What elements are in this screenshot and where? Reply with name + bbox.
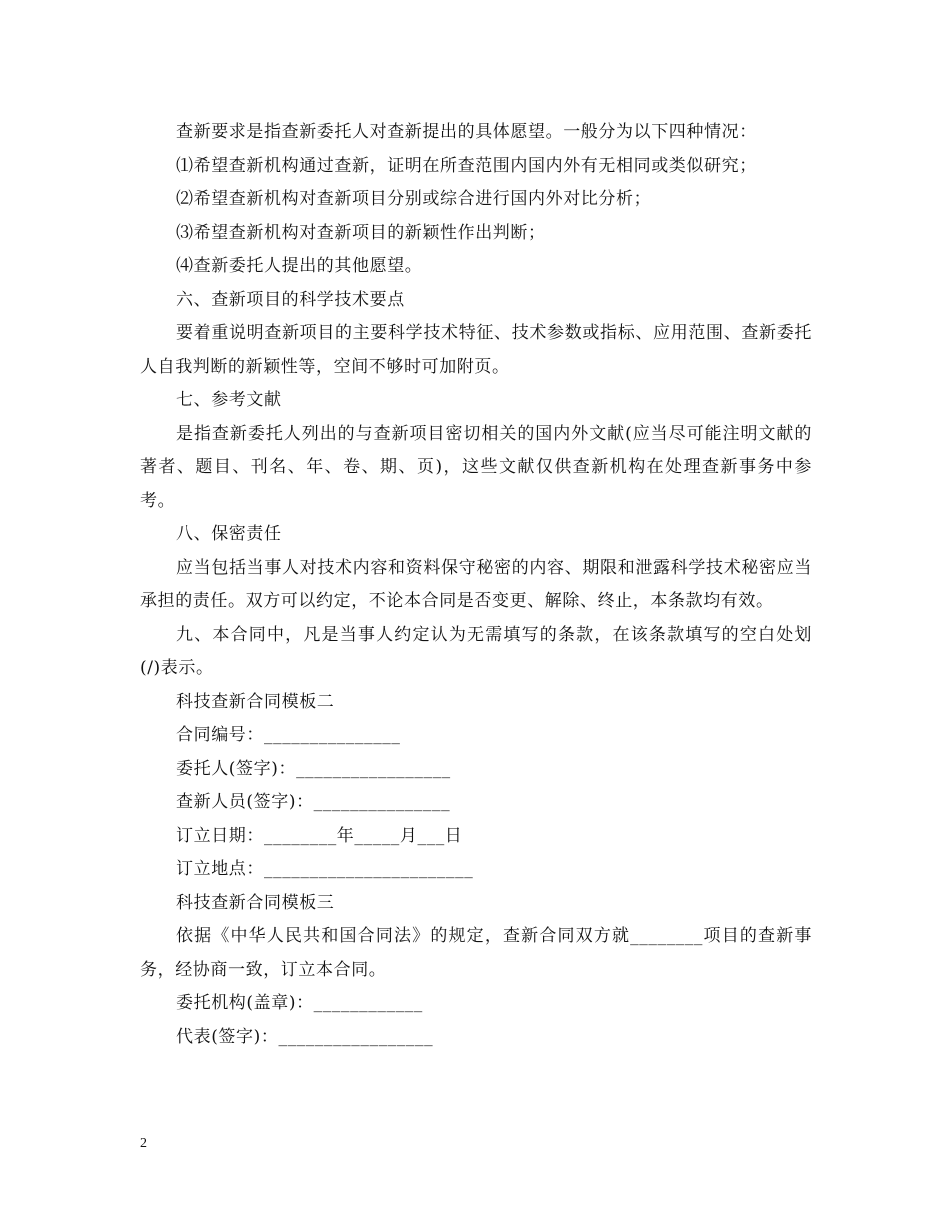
paragraph-confidentiality: 应当包括当事人对技术内容和资料保守秘密的内容、期限和泄露科学技术秘密应当承担的责任。双方可以约定，不论本合同是否变更、解除、终止，本条款均有效。 [140,557,812,611]
paragraph-requirement-3: ⑶希望查新机构对查新项目的新颖性作出判断； [176,222,546,243]
paragraph-contract-basis: 依据《中华人民共和国合同法》的规定，查新合同双方就________项目的查新事务，经协商一致，订立本合同。 [140,926,812,980]
signing-date-field: 订立日期：________年_____月___日 [176,825,463,846]
signing-place-field: 订立地点：_______________________ [176,859,474,879]
paragraph-requirement-2: ⑵希望查新机构对查新项目分别或综合进行国内外对比分析； [176,189,652,209]
paragraph-requirement-4: ⑷查新委托人提出的其他愿望。 [176,256,423,276]
client-organization-seal-field: 委托机构(盖章)：____________ [176,993,423,1013]
page-number: 2 [140,1136,147,1151]
section-heading-technical-points: 六、查新项目的科学技术要点 [176,289,405,310]
paragraph-requirements-intro: 查新要求是指查新委托人对查新提出的具体愿望。一般分为以下四种情况： [176,122,757,142]
client-signature-field: 委托人(签字)：_________________ [176,758,451,779]
paragraph-technical-points: 要着重说明查新项目的主要科学技术特征、技术参数或指标、应用范围、查新委托人自我判断的新颖性等，空间不够时可加附页。 [140,323,812,377]
representative-signature-field: 代表(签字)：_________________ [176,1026,434,1047]
template-three-title: 科技查新合同模板三 [176,892,335,913]
paragraph-blank-clauses: 九、本合同中，凡是当事人约定认为无需填写的条款，在该条款填写的空白处划(/)表示。 [140,624,812,678]
section-heading-confidentiality: 八、保密责任 [176,524,282,544]
paragraph-requirement-1: ⑴希望查新机构通过查新，证明在所查范围内国内外有无相同或类似研究； [176,155,757,176]
paragraph-references: 是指查新委托人列出的与查新项目密切相关的国内外文献(应当尽可能注明文献的著者、题目、刊名、年、卷、期、页)，这些文献仅供查新机构在处理查新事务中参考。 [140,423,812,511]
template-two-title: 科技查新合同模板二 [176,691,335,712]
section-heading-references: 七、参考文献 [176,390,282,410]
searcher-signature-field: 查新人员(签字)：_______________ [176,792,451,812]
document-body [140,116,812,1054]
contract-number-field: 合同编号：_______________ [176,725,401,745]
